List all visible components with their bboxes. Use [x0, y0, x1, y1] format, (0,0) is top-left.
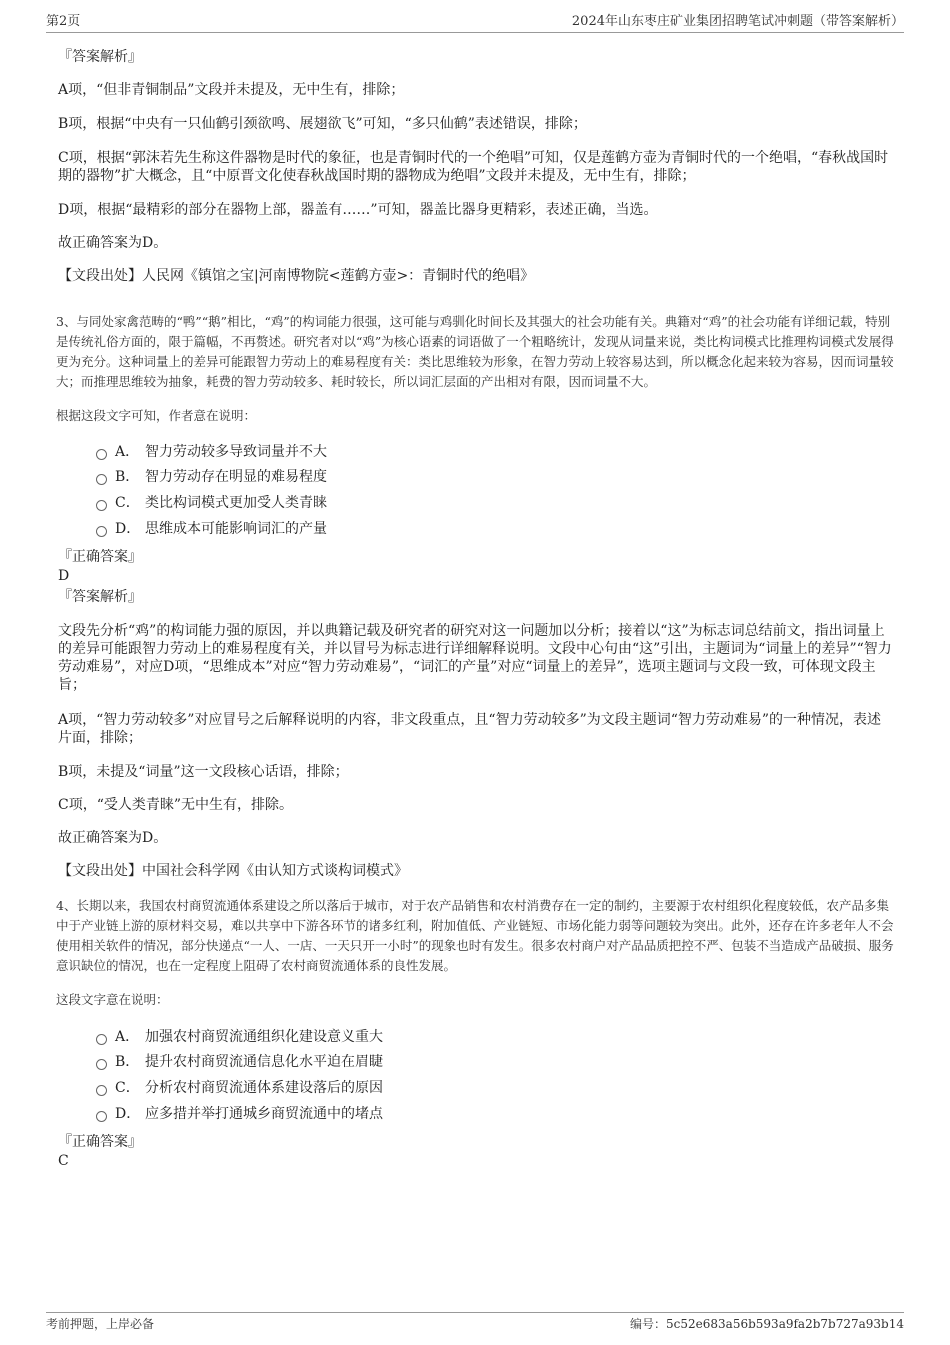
q4-answer: C	[58, 1153, 69, 1169]
page-number: 第2页	[46, 14, 81, 29]
radio-icon[interactable]	[96, 526, 107, 537]
q2-source: 【文段出处】人民网《镇馆之宝|河南博物院<莲鹤方壶>：青铜时代的绝唱》	[58, 268, 535, 284]
option-text: 提升农村商贸流通信息化水平迫在眉睫	[145, 1054, 383, 1070]
radio-icon[interactable]	[96, 1085, 107, 1096]
radio-icon[interactable]	[96, 500, 107, 511]
q2-conclusion: 故正确答案为D。	[58, 235, 168, 251]
q2-analysis-b: B项，根据“中央有一只仙鹤引颈欲鸣、展翅欲飞”可知，“多只仙鹤”表述错误，排除；	[58, 116, 587, 132]
q3-option-b[interactable]	[96, 468, 327, 486]
radio-icon[interactable]	[96, 1111, 107, 1122]
option-text: 思维成本可能影响词汇的产量	[145, 521, 327, 537]
radio-icon[interactable]	[96, 474, 107, 485]
option-letter: B．	[115, 1054, 140, 1070]
q2-analysis-d: D项，根据“最精彩的部分在器物上部，器盖有……”可知，器盖比器身更精彩，表述正确，当选。	[58, 202, 658, 218]
q4-answer-label: 『正确答案』	[58, 1134, 142, 1150]
q4-option-a[interactable]	[96, 1028, 383, 1046]
q2-analysis-a: A项，“但非青铜制品”文段并未提及，无中生有，排除；	[58, 82, 405, 98]
option-text: 加强农村商贸流通组织化建设意义重大	[145, 1029, 383, 1045]
q2-analysis-label: 『答案解析』	[58, 49, 142, 65]
option-letter: A．	[115, 444, 140, 460]
option-letter: D．	[115, 521, 141, 537]
q3-analysis-a: A项，“智力劳动较多”对应冒号之后解释说明的内容，非文段重点，且“智力劳动较多”为文段主题词“智力劳动难易”的一种情况，表述片面，排除；	[58, 712, 882, 746]
document-code: 编号：5c52e683a56b593a9fa2b7b727a93b14	[630, 1317, 904, 1331]
page-header	[46, 14, 904, 33]
radio-icon[interactable]	[96, 449, 107, 460]
option-text: 智力劳动较多导致词量并不大	[145, 444, 327, 460]
page-footer	[46, 1312, 904, 1335]
q3-answer: D	[58, 568, 70, 584]
q3-analysis-main: 文段先分析“鸡”的构词能力强的原因，并以典籍记载及研究者的研究对这一问题加以分析；接着以“这”为标志词总结前文，指出词量上的差异可能跟智力劳动上的难易程度有关，并以冒号为标志进行详细解释说明。文段中心句由“这”引出，主题词为“词量上的差异”“智力劳动难易”，对应D项，“思维成本”对应“智力劳动难易”，“词汇的产量”对应“词量上的差异”，选项主题词与文段一致，可体现文段主旨；	[58, 623, 892, 693]
option-letter: A．	[115, 1029, 140, 1045]
option-letter: C．	[115, 495, 140, 511]
option-letter: C．	[115, 1080, 140, 1096]
q3-answer-label: 『正确答案』	[58, 549, 142, 565]
q3-passage: 3、与同处家禽范畴的“鸭”“鹅”相比，“鸡”的构词能力很强，这可能与鸡驯化时间长及其强大的社会功能有关。典籍对“鸡”的社会功能有详细记载，特别是传统礼俗方面的，限于篇幅，不再赘述。研究者对以“鸡”为核心语素的词语做了一个粗略统计，发现从词量来说，类比构词模式比推理构词模式发展得更为充分。这种词量上的差异可能跟智力劳动上的难易程度有关：类比思维较为形象，在智力劳动上较容易达到，所以概念化起来较为容易，因而词量较大；而推理思维较为抽象，耗费的智力劳动较多、耗时较长，所以词汇层面的产出相对有限，因而词量不大。	[56, 314, 894, 389]
radio-icon[interactable]	[96, 1034, 107, 1045]
option-letter: D．	[115, 1106, 141, 1122]
option-text: 智力劳动存在明显的难易程度	[145, 469, 327, 485]
q4-stem: 这段文字意在说明：	[56, 992, 169, 1007]
option-letter: B．	[115, 469, 140, 485]
q3-conclusion: 故正确答案为D。	[58, 830, 168, 846]
q3-analysis-label: 『答案解析』	[58, 589, 142, 605]
q4-option-c[interactable]	[96, 1079, 383, 1097]
option-text: 应多措并举打通城乡商贸流通中的堵点	[145, 1106, 383, 1122]
q3-option-c[interactable]	[96, 494, 327, 512]
q3-analysis-b: B项，未提及“词量”这一文段核心话语，排除；	[58, 764, 349, 780]
q4-passage: 4、长期以来，我国农村商贸流通体系建设之所以落后于城市，对于农产品销售和农村消费存在一定的制约，主要源于农村组织化程度较低，农产品多集中于产业链上游的原材料交易，难以共享中下游各环节的诸多红利，附加值低、产业链短、市场化能力弱等问题较为突出。此外，还存在许多老年人不会使用相关软件的情况，部分快递点“一人、一店、一天只开一小时”的现象也时有发生。很多农村商户对产品品质把控不严、包装不当造成产品破损、服务意识缺位的情况，也在一定程度上阻碍了农村商贸流通体系的良性发展。	[56, 898, 894, 973]
q3-option-d[interactable]	[96, 520, 327, 538]
q3-source: 【文段出处】中国社会科学网《由认知方式谈构词模式》	[58, 863, 408, 879]
footer-slogan: 考前押题，上岸必备	[46, 1317, 155, 1331]
q3-option-a[interactable]	[96, 443, 327, 461]
radio-icon[interactable]	[96, 1059, 107, 1070]
q4-option-b[interactable]	[96, 1053, 383, 1071]
q3-stem: 根据这段文字可知，作者意在说明：	[56, 408, 257, 423]
option-text: 类比构词模式更加受人类青睐	[145, 495, 327, 511]
option-text: 分析农村商贸流通体系建设落后的原因	[145, 1080, 383, 1096]
q4-option-d[interactable]	[96, 1105, 383, 1123]
document-title: 2024年山东枣庄矿业集团招聘笔试冲刺题（带答案解析）	[571, 14, 904, 29]
q3-analysis-c: C项，“受人类青睐”无中生有，排除。	[58, 797, 294, 813]
q2-analysis-c: C项，根据“郭沫若先生称这件器物是时代的象征，也是青铜时代的一个绝唱”可知，仅是莲鹤方壶为青铜时代的一个绝唱，“春秋战国时期的器物”扩大概念，且“中原晋文化使春秋战国时期的器物成为绝唱”文段并未提及，无中生有，排除；	[58, 150, 889, 184]
